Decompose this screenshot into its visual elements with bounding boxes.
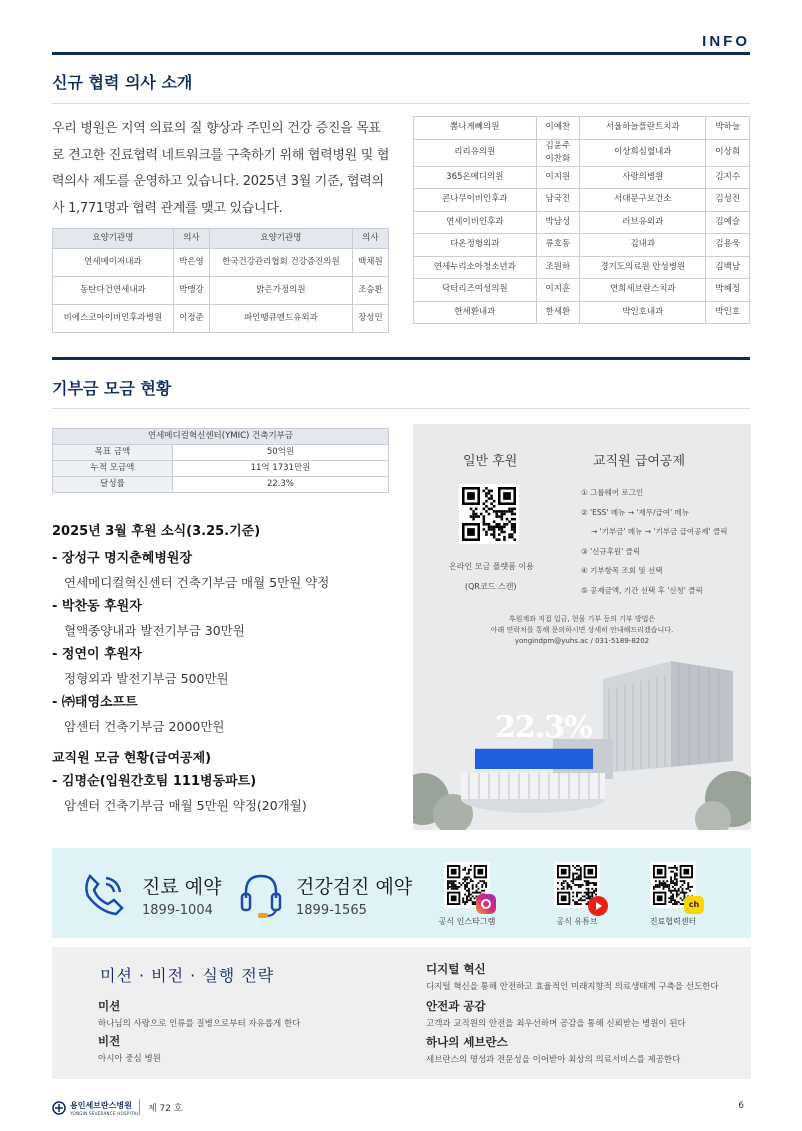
instagram-qr[interactable]: [422, 862, 512, 927]
table-cell: 서울하늘플란트치과: [580, 117, 706, 140]
table-cell: 조원하: [536, 256, 580, 279]
footer-separator: [139, 1099, 140, 1115]
table-cell: 김내과: [580, 234, 706, 257]
table-cell: 백채원: [352, 249, 388, 277]
table-row: [53, 477, 389, 493]
fund-label-cell: 달성률: [53, 477, 173, 493]
table-cell: 박인호: [706, 301, 750, 324]
fund-value-cell: 22.3%: [173, 477, 389, 493]
mission-text: 하나님의 사랑으로 인류를 질병으로부터 자유롭게 한다: [98, 1019, 301, 1029]
table-row: [414, 139, 750, 166]
footer-logo-text: 용인세브란스병원: [70, 1101, 132, 1110]
table-cell: 다온정형외과: [414, 234, 537, 257]
vision-text: 아시아 중심 병원: [98, 1054, 161, 1064]
table-row: [414, 189, 750, 212]
table-row: [414, 166, 750, 189]
general-caption-qr: (QR코드 스캔): [465, 582, 517, 591]
header-rule: [52, 52, 750, 55]
donor-name: - ㈜태영소프트: [52, 695, 138, 710]
table-header-cell: 요양기관명: [210, 229, 353, 249]
donor-name: - 정연이 후원자: [52, 647, 142, 662]
table-cell: 한세환: [536, 301, 580, 324]
section-rule: [52, 357, 750, 360]
table-cell: 한국건강관리협회 건강증진의원: [210, 249, 353, 277]
instagram-icon: [476, 894, 496, 914]
youtube-qr[interactable]: [532, 862, 622, 927]
donation-qr-code[interactable]: [459, 484, 519, 544]
mission-heading: 미션: [98, 999, 121, 1013]
reservation-phone[interactable]: 1899-1004: [142, 903, 213, 918]
fundraising-title: 기부금 모금 현황: [52, 379, 172, 398]
checkup-phone[interactable]: 1899-1565: [296, 903, 367, 918]
donor-name: - 김명순(입원간호팀 111병동파트): [52, 774, 257, 789]
checkup-label: 건강검진 예약: [296, 876, 413, 898]
hospital-emblem-icon: [52, 1101, 66, 1115]
table-cell: 박하늘: [706, 117, 750, 140]
reservation-label: 진료 예약: [142, 876, 222, 898]
strategy-digital-text: 디지털 혁신을 통해 안전하고 효율적인 미래지향적 의료생태계 구축을 선도한다: [426, 982, 719, 992]
table-cell: 이지원: [536, 166, 580, 189]
table-cell: 조승환: [352, 277, 388, 305]
section-label: INFO: [702, 33, 750, 50]
strategy-one-text: 세브란스의 명성과 전문성을 이어받아 최상의 의료서비스를 제공한다: [426, 1055, 681, 1065]
payroll-step: ③ '신규후원' 클릭: [581, 546, 641, 556]
partner-center-caption: 진료협력센터: [649, 917, 697, 926]
table-cell: 러브유외과: [580, 211, 706, 234]
table-cell: 서대문구보건소: [580, 189, 706, 212]
table-cell: 연세누리소아청소년과: [414, 256, 537, 279]
partners-title: 신규 협력 의사 소개: [52, 73, 193, 92]
table-row: [414, 234, 750, 257]
table-cell: 리리유의원: [414, 139, 537, 166]
table-cell: 김백남: [706, 256, 750, 279]
table-row: [414, 211, 750, 234]
fund-value-cell: 50억원: [173, 445, 389, 461]
donor-name: - 장성구 명지춘혜병원장: [52, 551, 193, 566]
table-cell: 장성민: [352, 305, 388, 333]
headset-icon: [238, 870, 284, 920]
strategy-one-heading: 하나의 세브란스: [426, 1035, 508, 1049]
table-cell: 이지훈: [536, 279, 580, 302]
table-header-cell: 의사: [173, 229, 209, 249]
strategy-safety-text: 고객과 교직원의 안전을 최우선하며 공감을 통해 신뢰받는 병원이 된다: [426, 1019, 686, 1029]
contact-line: 아래 연락처를 통해 문의하시면 상세히 안내해드리겠습니다.: [490, 626, 674, 634]
table-cell: 파인땡큐앤드유외과: [210, 305, 353, 333]
issue-number: 제 72 호: [148, 1104, 183, 1114]
table-cell: 김윤주 이찬화: [536, 139, 580, 166]
payroll-step: ② 'ESS' 메뉴 → '재무/급여' 메뉴: [581, 507, 689, 517]
table-cell: 연세이비인후과: [414, 211, 537, 234]
table-cell: 비에스코아이비인후과병원: [53, 305, 174, 333]
contact-bar: [52, 848, 751, 938]
general-caption-platform: 온라인 모금 플랫폼 이용: [449, 562, 534, 571]
table-row: [414, 117, 750, 140]
strategy-safety-heading: 안전과 공감: [426, 999, 486, 1013]
staff-heading: 교직원 모금 현황(급여공제): [52, 751, 212, 766]
table-cell: 이상희: [706, 139, 750, 166]
strategy-digital-heading: 디지털 혁신: [426, 962, 486, 976]
mission-title: 미션 · 비전 · 실행 전략: [100, 966, 275, 985]
youtube-icon: [588, 896, 608, 916]
table-cell: 김성진: [706, 189, 750, 212]
table-cell: 닥터리즈여성의원: [414, 279, 537, 302]
payroll-step: ① 그룹웨어 로그인: [581, 488, 644, 497]
table-cell: 연세메이저내과: [53, 249, 174, 277]
partners-intro: 우리 병원은 지역 의료의 질 향상과 주민의 건강 증진을 목표로 견고한 진료협력 네트워크를 구축하기 위해 협력병원 및 협력의사 제도를 운영하고 있습니다. 2025년 3월 기준, 협력의사 1,771명과 협력 관계를 맺고 있습니다.: [52, 121, 390, 216]
contact-line: 후원계좌 직접 입금, 현물 기부 등의 기부 방법은: [508, 615, 656, 623]
donor-detail: 정형외과 발전기부금 500만원: [64, 671, 229, 686]
partners-table-left: [52, 228, 389, 333]
table-cell: 이예찬: [536, 117, 580, 140]
youtube-caption: 공식 유튜브: [556, 917, 598, 926]
donor-detail: 혈액종양내과 발전기부금 30만원: [64, 623, 245, 638]
table-cell: 이상희심혈내과: [580, 139, 706, 166]
fund-label-cell: 누적 모금액: [53, 461, 173, 477]
table-cell: 콘나무이비인후과: [414, 189, 537, 212]
table-cell: 동탄다건연세내과: [53, 277, 174, 305]
fundraising-divider: [52, 408, 750, 409]
partner-center-qr[interactable]: [628, 862, 718, 927]
fund-table-caption: 연세메디컬혁신센터(YMIC) 건축기부금: [53, 429, 389, 445]
table-row: [414, 301, 750, 324]
table-row: [53, 445, 389, 461]
achievement-fill: [475, 749, 593, 769]
donation-news: [52, 520, 397, 818]
contact-line: yongindpm@yuhs.ac / 031-5189-8202: [514, 637, 650, 645]
mission-box: [52, 947, 751, 1079]
fund-value-cell: 11억 1731만원: [173, 461, 389, 477]
donor-detail: 암센터 건축기부금 2000만원: [64, 719, 225, 734]
page-number: 6: [738, 1101, 744, 1111]
table-cell: 박혜정: [706, 279, 750, 302]
instagram-caption: 공식 인스타그램: [438, 917, 496, 926]
table-row: [53, 249, 389, 277]
table-row: [414, 279, 750, 302]
kakao-channel-icon: ch: [684, 896, 704, 914]
table-cell: 밝은가정의원: [210, 277, 353, 305]
table-cell: 365온메디의원: [414, 166, 537, 189]
donor-name: - 박찬동 후원자: [52, 599, 142, 614]
partners-table-right: [413, 116, 750, 324]
table-cell: 남국진: [536, 189, 580, 212]
table-header-cell: 요양기관명: [53, 229, 174, 249]
partners-divider: [52, 103, 750, 104]
donation-panel: [413, 424, 751, 830]
table-row: [414, 256, 750, 279]
table-cell: 경기도의료원 안성병원: [580, 256, 706, 279]
table-row: [53, 305, 389, 333]
table-cell: 류호동: [536, 234, 580, 257]
footer-logo-sub: YONGIN SEVERANCE HOSPITAL: [70, 1111, 140, 1116]
donation-contact: [413, 614, 751, 647]
table-cell: 박인호내과: [580, 301, 706, 324]
footer-logo: [52, 1100, 139, 1116]
phone-icon: [80, 870, 128, 918]
staff-payroll-title: 교직원 급여공제: [593, 454, 686, 469]
table-cell: 김예슬: [706, 211, 750, 234]
table-cell: 박맹강: [173, 277, 209, 305]
fundraising-table: [52, 428, 389, 493]
table-cell: 박남성: [536, 211, 580, 234]
donor-detail: 연세메디컬혁신센터 건축기부금 매월 5만원 약정: [64, 575, 330, 590]
table-cell: 박은영: [173, 249, 209, 277]
vision-heading: 비전: [98, 1034, 121, 1048]
table-cell: 한세환내과: [414, 301, 537, 324]
payroll-step: ④ 기부항목 조회 및 선택: [581, 566, 663, 576]
table-row: [53, 461, 389, 477]
news-heading: 2025년 3월 후원 소식(3.25.기준): [52, 524, 261, 539]
table-cell: 이정준: [173, 305, 209, 333]
payroll-step: ⑤ 공제금액, 기간 선택 후 '신청' 클릭: [581, 585, 703, 595]
achievement-percent: 22.3%: [495, 710, 592, 745]
table-cell: 뽐나게뻬의원: [414, 117, 537, 140]
payroll-step: → '기부금' 메뉴 → '기부금 급여공제' 클릭: [591, 527, 728, 537]
payroll-steps: [581, 483, 728, 601]
table-header-cell: 의사: [352, 229, 388, 249]
table-cell: 김지수: [706, 166, 750, 189]
table-cell: 사랑의병원: [580, 166, 706, 189]
donor-detail: 암센터 건축기부금 매월 5만원 약정(20개월): [64, 798, 307, 813]
table-row: [53, 277, 389, 305]
fund-label-cell: 목표 금액: [53, 445, 173, 461]
table-cell: 김용욱: [706, 234, 750, 257]
table-cell: 연희세브란스치과: [580, 279, 706, 302]
general-donation-title: 일반 후원: [463, 454, 518, 469]
